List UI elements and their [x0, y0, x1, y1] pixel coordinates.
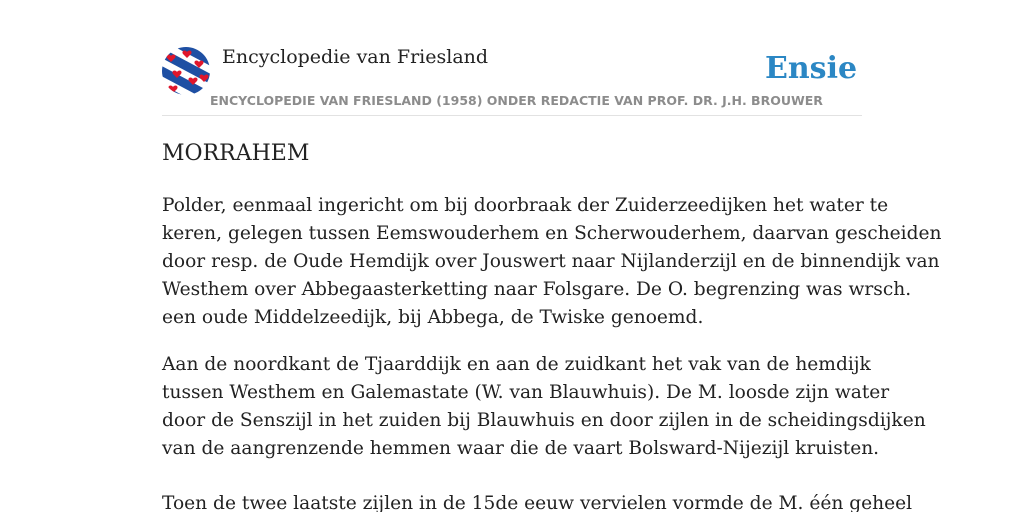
- paragraph-1: [162, 192, 942, 332]
- text-line: keren, gelegen tussen Eemswouderhem en Scherwouderhem, daarvan gescheiden: [162, 223, 942, 244]
- text-line: Polder, eenmaal ingericht om bij doorbraak der Zuiderzeedijken het water te: [162, 195, 889, 216]
- paragraph-3: [162, 490, 913, 512]
- article-title: MORRAHEM: [162, 141, 310, 166]
- brand-logo[interactable]: Ensie: [765, 51, 858, 86]
- text-line: Westhem over Abbegaasterketting naar Folsgare. De O. begrenzing was wrsch.: [162, 279, 912, 300]
- text-line: tussen Westhem en Galemastate (W. van Blauwhuis). De M. loosde zijn water: [162, 382, 890, 403]
- frisian-flag-icon[interactable]: [162, 47, 210, 95]
- text-line: een oude Middelzeedijk, bij Abbega, de Twiske genoemd.: [162, 307, 704, 328]
- text-line: Toen de twee laatste zijlen in de 15de eeuw vervielen vormde de M. één geheel: [162, 493, 913, 512]
- paragraph-2: [162, 351, 926, 463]
- header-divider: [162, 115, 862, 116]
- text-line: van de aangrenzende hemmen waar die de vaart Bolsward-Nijezijl kruisten.: [162, 438, 880, 459]
- site-title[interactable]: Encyclopedie van Friesland: [222, 46, 489, 68]
- text-line: door resp. de Oude Hemdijk over Jouswert naar Nijlanderzijl en de binnendijk van: [162, 251, 940, 272]
- encyclopedia-subtitle: ENCYCLOPEDIE VAN FRIESLAND (1958) ONDER REDACTIE VAN PROF. DR. J.H. BROUWER: [210, 93, 823, 108]
- text-line: Aan de noordkant de Tjaarddijk en aan de zuidkant het vak van de hemdijk: [162, 354, 871, 375]
- text-line: door de Senszijl in het zuiden bij Blauwhuis en door zijlen in de scheidingsdijken: [162, 410, 926, 431]
